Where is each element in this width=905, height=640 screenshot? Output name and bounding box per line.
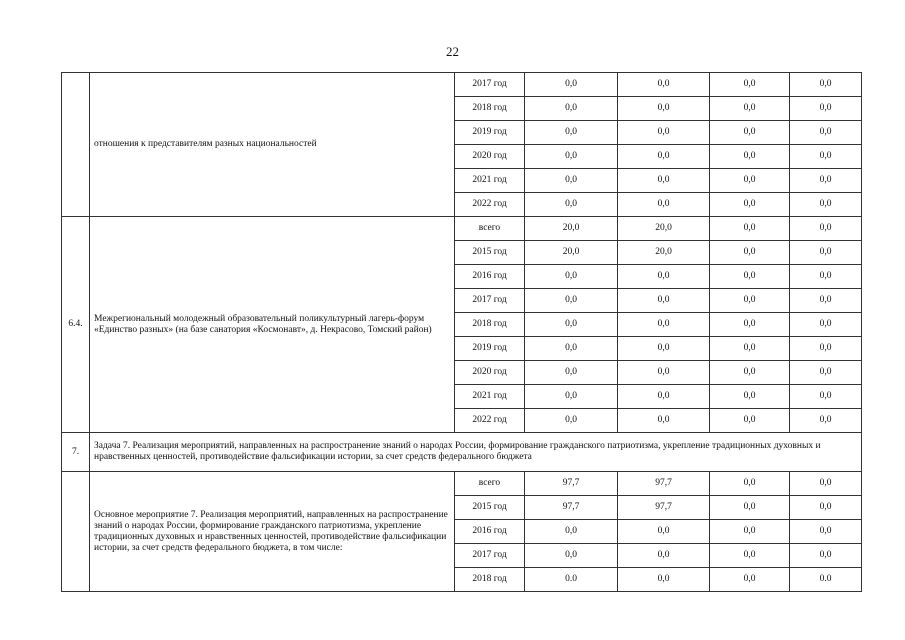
table-body — [62, 73, 862, 592]
amount-cell: 0,0 — [710, 409, 790, 433]
year-cell: 2018 год — [455, 313, 525, 337]
table-row — [62, 472, 862, 496]
amount-cell: 0,0 — [710, 121, 790, 145]
year-cell: 2022 год — [455, 409, 525, 433]
amount-cell: 0,0 — [618, 313, 710, 337]
amount-cell: 20,0 — [525, 241, 618, 265]
task-number: 7. — [62, 433, 90, 472]
amount-cell: 20,0 — [618, 241, 710, 265]
year-cell: всего — [455, 217, 525, 241]
amount-cell: 0,0 — [710, 265, 790, 289]
amount-cell: 0,0 — [710, 97, 790, 121]
amount-cell: 0,0 — [790, 289, 862, 313]
amount-cell: 0,0 — [790, 97, 862, 121]
amount-cell: 0,0 — [790, 265, 862, 289]
amount-cell: 0,0 — [618, 265, 710, 289]
amount-cell: 97,7 — [525, 472, 618, 496]
item-number: 6.4. — [62, 217, 90, 433]
page-number: 22 — [446, 44, 459, 59]
year-cell: 2019 год — [455, 121, 525, 145]
year-cell: 2019 год — [455, 337, 525, 361]
amount-cell: 0,0 — [710, 544, 790, 568]
year-cell: 2018 год — [455, 97, 525, 121]
amount-cell: 0.0 — [525, 568, 618, 592]
year-cell: 2017 год — [455, 289, 525, 313]
amount-cell: 0,0 — [790, 544, 862, 568]
budget-table — [61, 72, 862, 592]
amount-cell: 0,0 — [618, 193, 710, 217]
amount-cell: 0,0 — [790, 241, 862, 265]
amount-cell: 0.0 — [790, 568, 862, 592]
amount-cell: 0,0 — [525, 289, 618, 313]
amount-cell: 0,0 — [710, 520, 790, 544]
year-cell: 2018 год — [455, 568, 525, 592]
year-cell: 2015 год — [455, 496, 525, 520]
amount-cell: 0,0 — [618, 568, 710, 592]
year-cell: 2016 год — [455, 520, 525, 544]
amount-cell: 0,0 — [790, 520, 862, 544]
amount-cell: 0,0 — [710, 145, 790, 169]
amount-cell: 0,0 — [790, 121, 862, 145]
item-number — [62, 472, 90, 592]
amount-cell: 0,0 — [790, 145, 862, 169]
year-cell: всего — [455, 472, 525, 496]
amount-cell: 0,0 — [525, 121, 618, 145]
amount-cell: 0,0 — [790, 472, 862, 496]
year-cell: 2020 год — [455, 361, 525, 385]
amount-cell: 0,0 — [710, 289, 790, 313]
amount-cell: 0,0 — [525, 169, 618, 193]
amount-cell: 0,0 — [710, 361, 790, 385]
table-row — [62, 73, 862, 97]
amount-cell: 0,0 — [525, 265, 618, 289]
amount-cell: 0,0 — [618, 145, 710, 169]
amount-cell: 0,0 — [618, 121, 710, 145]
amount-cell: 0,0 — [525, 520, 618, 544]
amount-cell: 0,0 — [618, 544, 710, 568]
item-description: Межрегиональный молодежный образовательный поликультурный лагерь-форум «Единство разных» (на базе санатория «Космонавт», д. Некрасово, Томский район) — [90, 217, 455, 433]
amount-cell: 97,7 — [525, 496, 618, 520]
amount-cell: 0,0 — [525, 409, 618, 433]
amount-cell: 0,0 — [710, 169, 790, 193]
amount-cell: 0,0 — [618, 169, 710, 193]
amount-cell: 0,0 — [710, 472, 790, 496]
amount-cell: 0,0 — [710, 193, 790, 217]
amount-cell: 0,0 — [710, 217, 790, 241]
amount-cell: 0,0 — [710, 337, 790, 361]
table-row — [62, 217, 862, 241]
amount-cell: 0,0 — [525, 313, 618, 337]
amount-cell: 0,0 — [618, 289, 710, 313]
amount-cell: 0,0 — [525, 385, 618, 409]
task-row — [62, 433, 862, 472]
amount-cell: 20,0 — [525, 217, 618, 241]
amount-cell: 0,0 — [618, 73, 710, 97]
amount-cell: 0,0 — [790, 385, 862, 409]
amount-cell: 0,0 — [790, 193, 862, 217]
item-description: Основное мероприятие 7. Реализация мероприятий, направленных на распространение знаний о народах России, формирование гражданского патриотизма, укрепление традиционных духовных и нравственных ценностей, противодействие фальсификации истории, за счет средств федерального бюджета, в том числе: — [90, 472, 455, 592]
year-cell: 2020 год — [455, 145, 525, 169]
year-cell: 2021 год — [455, 385, 525, 409]
year-cell: 2017 год — [455, 544, 525, 568]
amount-cell: 0,0 — [790, 337, 862, 361]
amount-cell: 97,7 — [618, 472, 710, 496]
amount-cell: 0,0 — [618, 337, 710, 361]
amount-cell: 0,0 — [710, 241, 790, 265]
amount-cell: 0,0 — [710, 568, 790, 592]
amount-cell: 0,0 — [525, 97, 618, 121]
year-cell: 2017 год — [455, 73, 525, 97]
amount-cell: 0,0 — [710, 73, 790, 97]
amount-cell: 97,7 — [618, 496, 710, 520]
year-cell: 2021 год — [455, 169, 525, 193]
amount-cell: 0,0 — [525, 145, 618, 169]
amount-cell: 0,0 — [790, 409, 862, 433]
amount-cell: 0,0 — [710, 385, 790, 409]
amount-cell: 0,0 — [525, 361, 618, 385]
amount-cell: 0,0 — [710, 496, 790, 520]
item-number — [62, 73, 90, 217]
amount-cell: 0,0 — [790, 313, 862, 337]
item-description: отношения к представителям разных национальностей — [90, 73, 455, 217]
amount-cell: 0,0 — [790, 169, 862, 193]
year-cell: 2015 год — [455, 241, 525, 265]
amount-cell: 0,0 — [525, 193, 618, 217]
amount-cell: 0,0 — [618, 97, 710, 121]
amount-cell: 0,0 — [618, 409, 710, 433]
amount-cell: 0,0 — [790, 361, 862, 385]
year-cell: 2016 год — [455, 265, 525, 289]
amount-cell: 0,0 — [618, 520, 710, 544]
amount-cell: 0,0 — [525, 544, 618, 568]
amount-cell: 0,0 — [618, 361, 710, 385]
amount-cell: 0,0 — [790, 217, 862, 241]
amount-cell: 0,0 — [525, 73, 618, 97]
amount-cell: 0,0 — [618, 385, 710, 409]
amount-cell: 20,0 — [618, 217, 710, 241]
amount-cell: 0,0 — [790, 496, 862, 520]
year-cell: 2022 год — [455, 193, 525, 217]
amount-cell: 0,0 — [710, 313, 790, 337]
amount-cell: 0,0 — [790, 73, 862, 97]
task-description: Задача 7. Реализация мероприятий, направленных на распространение знаний о народах России, формирование гражданского патриотизма, укрепление традиционных духовных и нравственных ценностей, противодействие фальсификации истории, за счет средств федерального бюджета — [90, 433, 862, 472]
amount-cell: 0,0 — [525, 337, 618, 361]
